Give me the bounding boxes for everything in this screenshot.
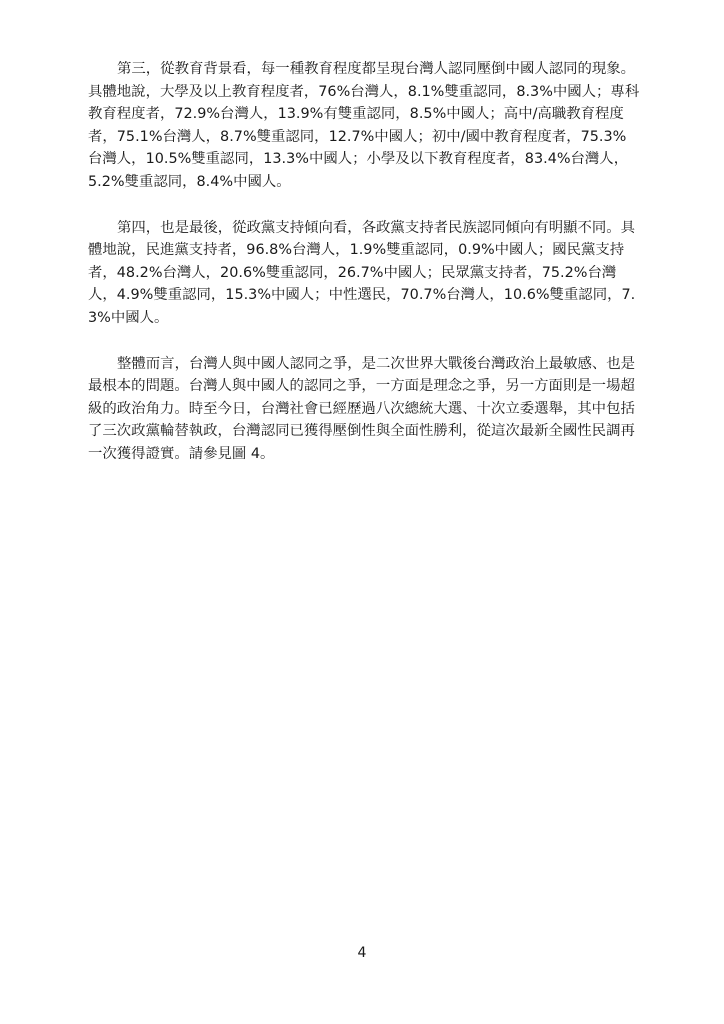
page-number: 4 [357,945,367,961]
paragraph-conclusion: 整體而言，台灣人與中國人認同之爭，是二次世界大戰後台灣政治上最敏感、也是最根本的問題。台灣人與中國人的認同之爭，一方面是理念之爭，另一方面則是一場超級的政治角力。時至今日，台灣社會已經歷過八次總統大選、十次立委選舉，其中包括了三次政黨輪替執政，台灣認同已獲得壓倒性與全面性勝利，從這次最新全國性民調再一次獲得證實。請參見圖 4。 [88,355,636,462]
paragraph-education: 第三，從教育背景看，每一種教育程度都呈現台灣人認同壓倒中國人認同的現象。具體地說，大學及以上教育程度者，76%台灣人，8.1%雙重認同，8.3%中國人；專科教育程度者，72.9%台灣人，13.9%有雙重認同，8.5%中國人；高中/高職教育程度者，75.1%台灣人，8.7%雙重認同，12.7%中國人；初中/國中教育程度者，75.3%台灣人，10.5%雙重認同，13.3%中國人；小學及以下教育程度者，83.4%台灣人，5.2%雙重認同，8.4%中國人。 [88,61,640,190]
paragraph-party-support: 第四，也是最後，從政黨支持傾向看，各政黨支持者民族認同傾向有明顯不同。具體地說，民進黨支持者，96.8%台灣人，1.9%雙重認同，0.9%中國人；國民黨支持者，48.2%台灣人，20.6%雙重認同，26.7%中國人；民眾黨支持者，75.2%台灣人，4.9%雙重認同，15.3%中國人；中性選民，70.7%台灣人，10.6%雙重認同，7.3%中國人。 [88,219,636,326]
body-text [88,58,640,489]
